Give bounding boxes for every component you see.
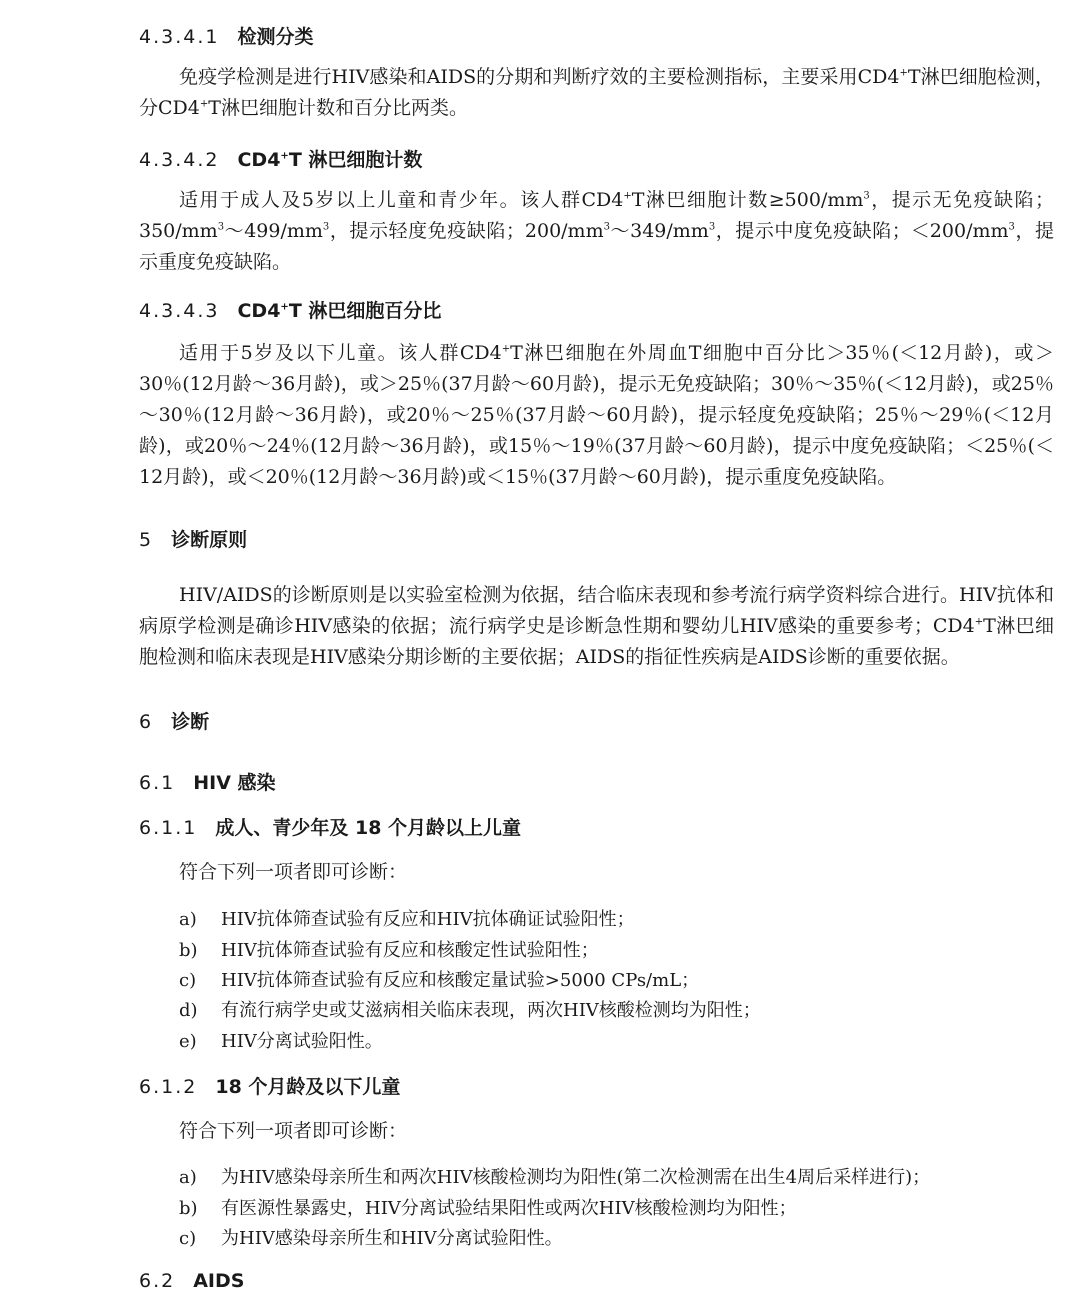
superscript: + xyxy=(974,616,984,628)
section-title: 检测分类 xyxy=(237,26,314,48)
text: ，提示轻度免疫缺陷；200/mm xyxy=(329,220,604,242)
paragraph-cd4-count xyxy=(139,185,1054,278)
list-marker: a) xyxy=(179,1167,197,1188)
heading-6-1 xyxy=(139,768,276,795)
text: T淋巴细胞检测和临床表现是HIV感染分期诊断的主要依据；AIDS的指征性疾病是AIDS诊断的重要依据。 xyxy=(139,615,1054,668)
heading-5 xyxy=(139,525,247,552)
superscript: 3 xyxy=(603,221,610,233)
superscript: 3 xyxy=(1008,221,1015,233)
superscript: + xyxy=(280,150,289,162)
heading-6 xyxy=(139,707,209,734)
list-marker: e) xyxy=(179,1031,197,1052)
section-title: 18 个月龄及以下儿童 xyxy=(215,1076,401,1098)
text: HIV/AIDS的诊断原则是以实验室检测为依据，结合临床表现和参考流行病学资料综合进行。HIV抗体和病原学检测是确诊HIV感染的依据；流行病学史是诊断急性期和婴幼儿HIV感染的重要参考；CD4 xyxy=(139,584,1054,637)
text: T淋巴细胞计数≥500/mm xyxy=(631,189,864,211)
list-text: 有流行病学史或艾滋病相关临床表现，两次HIV核酸检测均为阳性； xyxy=(221,1000,761,1021)
section-number: 6.1 xyxy=(139,772,176,794)
section-title-a: CD4 xyxy=(237,300,281,322)
section-number: 6.1.1 xyxy=(139,817,198,839)
list-lead-6-1-1: 符合下列一项者即可诊断： xyxy=(179,861,408,883)
list-marker: b) xyxy=(179,1198,198,1219)
superscript: + xyxy=(199,98,209,110)
list-text: HIV抗体筛查试验有反应和HIV抗体确证试验阳性； xyxy=(221,909,635,930)
superscript: + xyxy=(899,67,908,79)
list-text: HIV抗体筛查试验有反应和核酸定量试验>5000 CPs/mL； xyxy=(221,970,700,991)
superscript: 3 xyxy=(217,221,225,233)
list-marker: c) xyxy=(179,970,197,991)
text: 适用于5岁及以下儿童。该人群CD4 xyxy=(179,342,502,364)
heading-4-3-4-3 xyxy=(139,296,441,323)
section-title: HIV 感染 xyxy=(193,772,276,794)
superscript: + xyxy=(501,343,511,355)
list-item xyxy=(179,1224,563,1250)
list-text: 为HIV感染母亲所生和两次HIV核酸检测均为阳性(第二次检测需在出生4周后采样进行)； xyxy=(221,1167,931,1188)
text: T淋巴细胞在外周血T细胞中百分比＞35％(＜12月龄)，或＞30％(12月龄～36月龄)，或＞25％(37月龄～60月龄)，提示无免疫缺陷；30％～35％(＜12月龄)，或25％～30％(12月龄～36月龄)，或20％～25％(37月龄～60月龄)，提示轻度免疫缺陷；25％～29％(＜12月龄)，或20％～24％(12月龄～36月龄)，或15％～19％(37月龄～60月龄)，提示中度免疫缺陷；＜25％(＜12月龄)，或＜20％(12月龄～36月龄)或＜15％(37月龄～60月龄)，提示重度免疫缺陷。 xyxy=(139,342,1054,488)
list-marker: d) xyxy=(179,1000,198,1021)
list-text: HIV分离试验阳性。 xyxy=(221,1031,383,1052)
section-number: 6.1.2 xyxy=(139,1076,198,1098)
list-item xyxy=(179,1163,930,1189)
superscript: 3 xyxy=(708,221,716,233)
superscript: 3 xyxy=(322,221,330,233)
text: ～349/mm xyxy=(609,220,709,242)
paragraph-cd4-percentage xyxy=(139,338,1054,493)
text: ，提示中度免疫缺陷；＜200/mm xyxy=(715,220,1009,242)
section-number: 6.2 xyxy=(139,1270,176,1292)
heading-6-1-1 xyxy=(139,813,521,840)
section-title-b: T 淋巴细胞百分比 xyxy=(288,300,442,322)
text: ，提示无免疫缺陷；350/mm xyxy=(139,189,1054,242)
superscript: + xyxy=(280,301,289,313)
list-item xyxy=(179,966,699,992)
heading-6-2 xyxy=(139,1270,244,1292)
section-number: 5 xyxy=(139,529,154,551)
section-title: 诊断原则 xyxy=(171,529,248,551)
list-item xyxy=(179,996,761,1022)
section-number: 4.3.4.2 xyxy=(139,149,220,171)
section-title: 诊断 xyxy=(171,711,210,733)
list-lead-6-1-2: 符合下列一项者即可诊断： xyxy=(179,1120,408,1142)
list-item xyxy=(179,1027,383,1053)
text: 适用于成人及5岁以上儿童和青少年。该人群CD4 xyxy=(179,189,624,211)
list-text: HIV抗体筛查试验有反应和核酸定性试验阳性； xyxy=(221,940,599,961)
list-item xyxy=(179,1194,797,1220)
text: T淋巴细胞检测，分CD4 xyxy=(139,66,1054,119)
paragraph-diagnosis-principle xyxy=(139,580,1054,673)
list-marker: b) xyxy=(179,940,198,961)
section-title: 成人、青少年及 18 个月龄以上儿童 xyxy=(215,817,522,839)
text: 免疫学检测是进行HIV感染和AIDS的分期和判断疗效的主要检测指标，主要采用CD4 xyxy=(179,66,900,88)
section-number: 4.3.4.3 xyxy=(139,300,220,322)
heading-4-3-4-2 xyxy=(139,145,422,172)
list-item xyxy=(179,936,599,962)
heading-6-1-2 xyxy=(139,1072,400,1099)
section-number: 4.3.4.1 xyxy=(139,26,220,48)
superscript: 3 xyxy=(863,190,870,202)
heading-4-3-4-1 xyxy=(139,22,314,49)
section-title-a: CD4 xyxy=(237,149,281,171)
list-text: 有医源性暴露史，HIV分离试验结果阳性或两次HIV核酸检测均为阳性； xyxy=(221,1198,797,1219)
text: T淋巴细胞计数和百分比两类。 xyxy=(208,97,468,119)
text: ～499/mm xyxy=(224,220,323,242)
text: ，提示重度免疫缺陷。 xyxy=(139,220,1055,273)
section-number: 6 xyxy=(139,711,154,733)
list-marker: c) xyxy=(179,1228,197,1249)
list-item xyxy=(179,905,635,931)
paragraph-detection-classification xyxy=(139,62,1054,124)
superscript: + xyxy=(623,190,632,202)
list-text: 为HIV感染母亲所生和HIV分离试验阳性。 xyxy=(221,1228,563,1249)
section-title: AIDS xyxy=(193,1270,245,1292)
section-title-b: T 淋巴细胞计数 xyxy=(288,149,423,171)
list-marker: a) xyxy=(179,909,197,930)
